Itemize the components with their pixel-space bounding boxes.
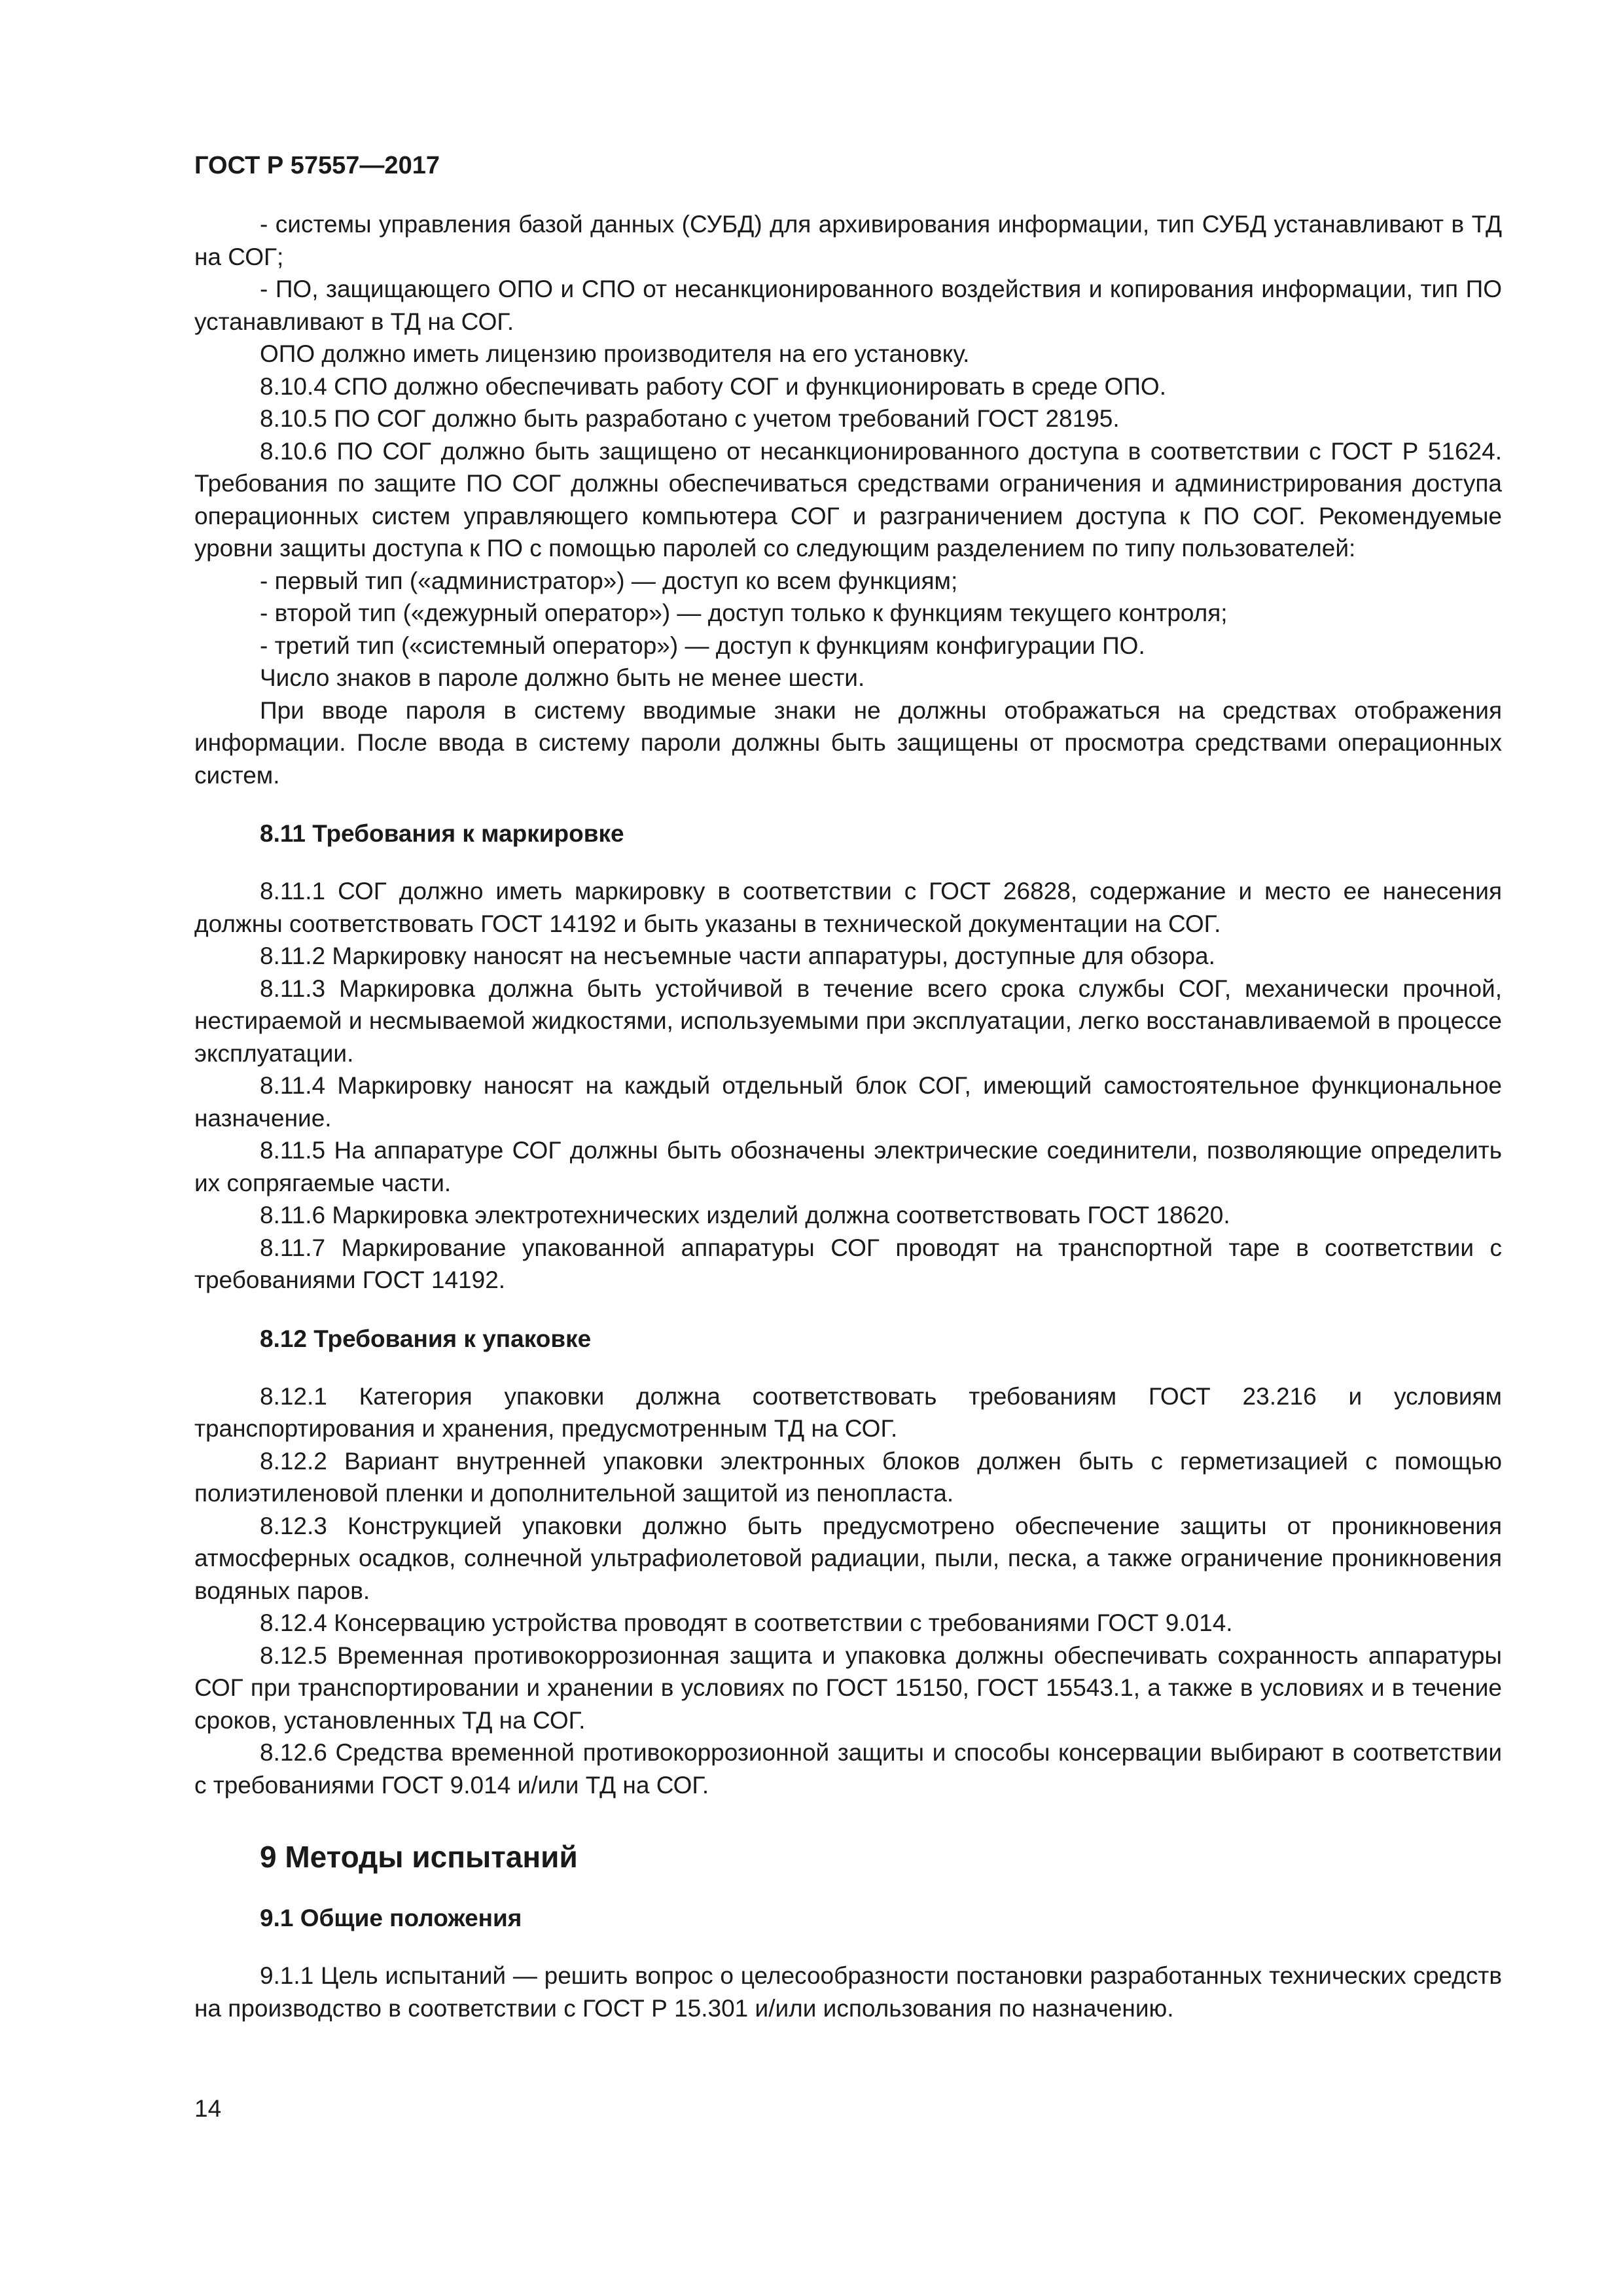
paragraph: Число знаков в пароле должно быть не менее шести.: [260, 664, 865, 691]
paragraph: При вводе пароля в систему вводимые знаки не должны отображаться на средствах отображения информации. После ввода в систему пароли должны быть защищены от просмотра средствами операционных систем.: [194, 696, 1502, 789]
document-header: ГОСТ Р 57557—2017: [194, 152, 440, 179]
paragraph: 8.11.1 СОГ должно иметь маркировку в соответствии с ГОСТ 26828, содержание и место ее нанесения должны соответствовать ГОСТ 14192 и быть указаны в технической документации на СОГ.: [194, 878, 1502, 937]
paragraph: 8.12.2 Вариант внутренней упаковки электронных блоков должен быть с герметизацией с помощью полиэтиленовой пленки и дополнительной защитой из пенопласта.: [194, 1447, 1502, 1507]
section-9: [194, 1838, 1502, 2024]
block-8-10-continuation: [194, 208, 1502, 791]
paragraph: - третий тип («системный оператор») — доступ к функциям конфигурации ПО.: [260, 632, 1145, 659]
paragraph: ОПО должно иметь лицензию производителя на его установку.: [260, 340, 970, 367]
paragraph: - ПО, защищающего ОПО и СПО от несанкционированного воздействия и копирования информации, тип ПО устанавливают в ТД на СОГ.: [194, 276, 1502, 335]
section-heading: 9.1 Общие положения: [260, 1905, 522, 1931]
chapter-heading: 9 Методы испытаний: [260, 1840, 578, 1874]
paragraph: 8.11.7 Маркирование упакованной аппаратуры СОГ проводят на транспортной таре в соответствии с требованиями ГОСТ 14192.: [194, 1234, 1502, 1293]
paragraph: 8.12.1 Категория упаковки должна соответствовать требованиям ГОСТ 23.216 и условиям транспортирования и хранения, предусмотренным ТД на СОГ.: [194, 1382, 1502, 1442]
paragraph: 8.12.4 Консервацию устройства проводят в соответствии с требованиями ГОСТ 9.014.: [260, 1609, 1233, 1636]
paragraph: 9.1.1 Цель испытаний — решить вопрос о целесообразности постановки разработанных технических средств на производство в соответствии с ГОСТ Р 15.301 и/или использования по назначению.: [194, 1962, 1502, 2022]
page-number: 14: [194, 2095, 222, 2122]
paragraph: 8.10.5 ПО СОГ должно быть разработано с учетом требований ГОСТ 28195.: [260, 405, 1120, 432]
paragraph: 8.10.4 СПО должно обеспечивать работу СОГ и функционировать в среде ОПО.: [260, 372, 1166, 400]
paragraph: 8.11.4 Маркировку наносят на каждый отдельный блок СОГ, имеющий самостоятельное функциональное назначение.: [194, 1072, 1502, 1132]
paragraph: 8.10.6 ПО СОГ должно быть защищено от несанкционированного доступа в соответствии с ГОСТ Р 51624. Требования по защите ПО СОГ должны обеспечиваться средствами ограничения и администрирования доступа операционных систем управляющего компьютера СОГ и разграничением доступа к ПО СОГ. Рекомендуемые уровни защиты доступа к ПО с помощью паролей со следующим разделением по типу пользователей:: [194, 437, 1502, 562]
section-heading: 8.11 Требования к маркировке: [260, 820, 624, 847]
paragraph: 8.11.5 На аппаратуре СОГ должны быть обозначены электрические соединители, позволяющие определить их сопрягаемые части.: [194, 1137, 1502, 1196]
paragraph: 8.12.5 Временная противокоррозионная защита и упаковка должны обеспечивать сохранность аппаратуры СОГ при транспортировании и хранении в условиях по ГОСТ 15150, ГОСТ 15543.1, а также в условиях и в течение сроков, установленных ТД на СОГ.: [194, 1641, 1502, 1734]
paragraph: 8.11.3 Маркировка должна быть устойчивой в течение всего срока службы СОГ, механически прочной, нестираемой и несмываемой жидкостями, используемыми при эксплуатации, легко восстанавливаемой в процессе эксплуатации.: [194, 975, 1502, 1067]
section-heading: 8.12 Требования к упаковке: [260, 1325, 592, 1352]
paragraph: - первый тип («администратор») — доступ ко всем функциям;: [260, 567, 958, 594]
paragraph: - системы управления базой данных (СУБД) для архивирования информации, тип СУБД устанавливают в ТД на СОГ;: [194, 211, 1502, 270]
paragraph: 8.12.6 Средства временной противокоррозионной защиты и способы консервации выбирают в соответствии с требованиями ГОСТ 9.014 и/или ТД на СОГ.: [194, 1739, 1502, 1799]
document-page: [194, 149, 1502, 2024]
section-8-12: [194, 1323, 1502, 1802]
paragraph: 8.12.3 Конструкцией упаковки должно быть предусмотрено обеспечение защиты от проникновения атмосферных осадков, солнечной ультрафиолетовой радиации, пыли, песка, а также ограничение проникновения водяных паров.: [194, 1512, 1502, 1604]
section-8-11: [194, 817, 1502, 1297]
paragraph: 8.11.2 Маркировку наносят на несъемные части аппаратуры, доступные для обзора.: [260, 942, 1215, 969]
paragraph: - второй тип («дежурный оператор») — доступ только к функциям текущего контроля;: [260, 600, 1228, 626]
paragraph: 8.11.6 Маркировка электротехнических изделий должна соответствовать ГОСТ 18620.: [260, 1202, 1230, 1229]
